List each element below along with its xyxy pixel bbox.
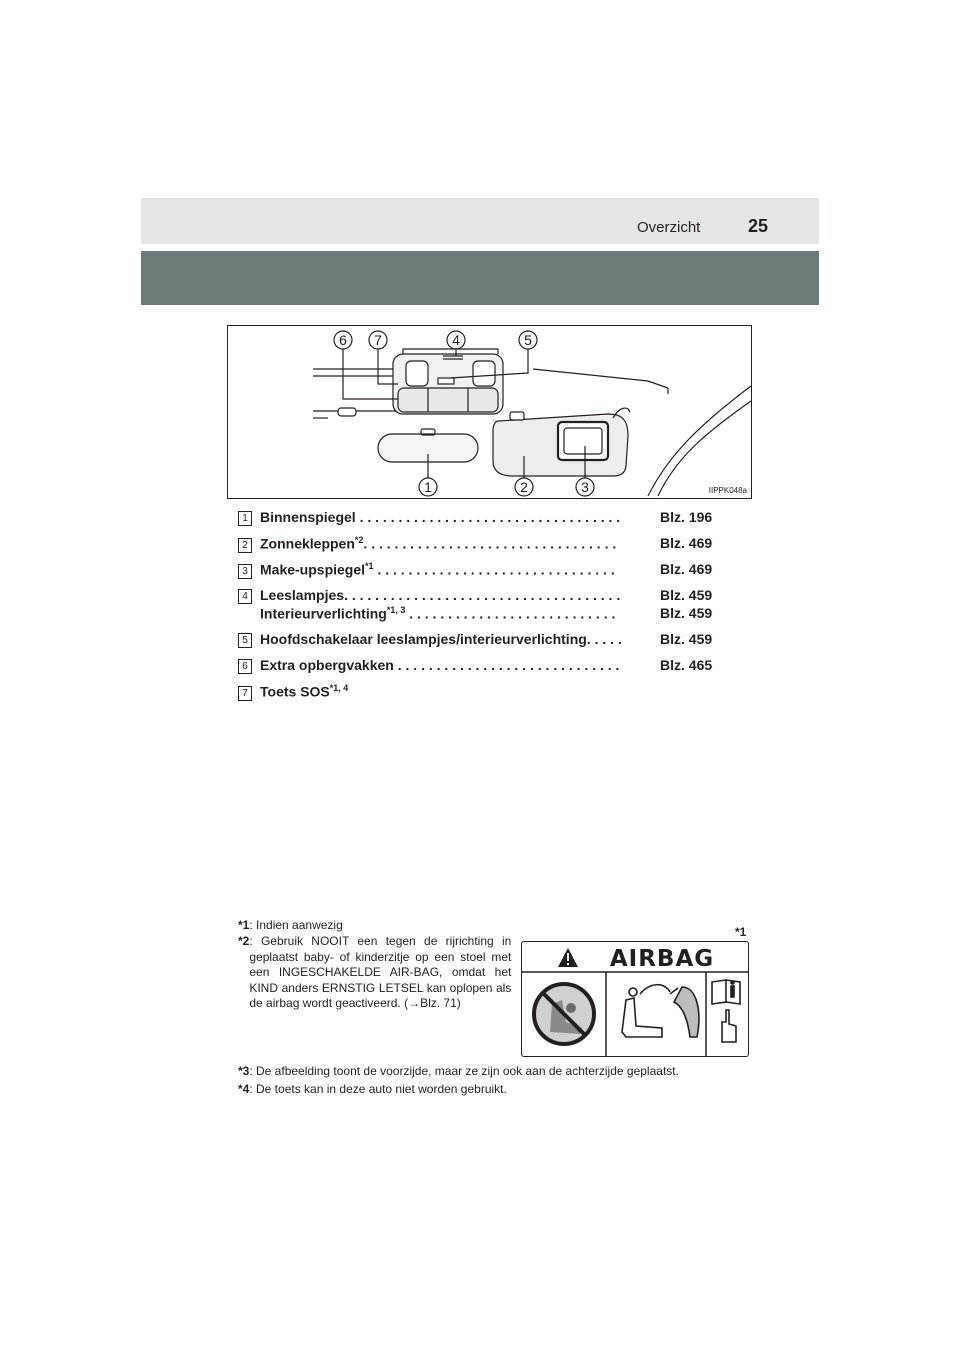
item-page-ref: Blz. 459: [660, 605, 713, 621]
callout-5: 5: [524, 332, 532, 348]
airbag-deploy-icon: [622, 985, 699, 1037]
footnote-4: [238, 1082, 507, 1098]
manual-info-icon: [712, 980, 740, 1042]
section-band: [141, 251, 819, 305]
footnote-3-mark: *3: [238, 1064, 250, 1078]
item-page-ref: Blz. 465: [660, 657, 713, 673]
item-leader-dots: . . . . . . . . . . . . . . . . . . . . . . . . . . .: [405, 605, 616, 622]
airbag-warning-label: [521, 941, 749, 1057]
callout-3: 3: [581, 479, 589, 495]
footnote-1-mark: *1: [238, 918, 250, 932]
no-rear-facing-seat-icon: [534, 984, 594, 1044]
item-footnote-ref: *1: [365, 561, 374, 571]
item-label: Binnenspiegel . . . . . . . . . . . . . . . . . . . . . . . . . . . . . . . . . .: [260, 509, 621, 525]
item-page-ref: Blz. 459: [660, 587, 713, 603]
illustration-drawing: [228, 326, 751, 498]
figure-code: IIPPK048a: [708, 486, 747, 495]
item-row: [238, 587, 620, 604]
airbag-label-mark: *1: [735, 925, 747, 939]
item-label: Extra opbergvakken . . . . . . . . . . . . . . . . . . . . . . . . . . . . .: [260, 657, 620, 673]
item-number: 6: [238, 659, 252, 674]
footnote-1: [238, 918, 343, 934]
item-leader-dots: . . . . . . . . . . . . . . . . . . . . . . . . . . . . . . . . . . . .: [344, 587, 621, 603]
item-page-ref: Blz. 196: [660, 509, 713, 525]
callout-2: 2: [520, 479, 528, 495]
footnote-4-mark: *4: [238, 1082, 250, 1096]
footnote-3-text: : De afbeelding toont de voorzijde, maar ze zijn ook aan de achterzijde geplaatst.: [249, 1064, 679, 1078]
airbag-warning-graphic: [522, 942, 748, 1056]
item-page-ref: Blz. 469: [660, 535, 713, 551]
item-footnote-ref: *1, 3: [386, 605, 406, 615]
item-page-ref: Blz. 459: [660, 631, 713, 647]
header-bar: [141, 198, 819, 244]
footnote-4-text: : De toets kan in deze auto niet worden gebruikt.: [249, 1082, 507, 1096]
item-leader-dots: . . . . . . . . . . . . . . . . . . . . . . . . . . . . .: [393, 657, 620, 673]
callout-4: 4: [452, 332, 460, 348]
item-leader-dots: . . . . . . . . . . . . . . . . . . . . . . . . . . . . . . . . . .: [355, 509, 621, 525]
item-leader-dots: . . . . . . . . . . . . . . . . . . . . . . . . . . . . . . .: [373, 561, 615, 578]
section-title: Overzicht: [637, 219, 701, 236]
item-label: Zonnekleppen$^{*2}$. . . . . . . . . . . . . . . . . . . . . . . . . . . . . . . . .: [260, 535, 617, 552]
airbag-title: AIRBAG: [609, 946, 715, 972]
item-footnote-ref: *1, 4: [329, 683, 349, 693]
item-row: [238, 683, 348, 701]
item-page-ref: Blz. 469: [660, 561, 713, 577]
callout-1: 1: [424, 479, 432, 495]
item-number: 1: [238, 511, 252, 526]
item-row: [238, 631, 622, 648]
item-number: 3: [238, 564, 252, 579]
item-label: Toets SOS$^{*1, 4}$: [260, 683, 349, 700]
footnote-1-text: : Indien aanwezig: [249, 918, 343, 932]
overhead-illustration: [227, 325, 752, 499]
footnote-2-text: : Gebruik NOOIT een tegen de rijrichting in geplaatst baby- of kinderzitje op een stoel met een INGESCHAKELDE AIR-BAG, omdat het KIND anders ERNSTIG LETSEL kan oplopen als de airbag wordt geactiveerd. (→Blz. 71): [249, 934, 512, 1011]
item-number: 7: [238, 686, 252, 701]
item-row: [238, 535, 616, 553]
item-label: Leeslampjes. . . . . . . . . . . . . . . . . . . . . . . . . . . . . . . . . . . .: [260, 587, 621, 603]
item-row: [238, 657, 619, 674]
item-row: [238, 605, 615, 622]
item-leader-dots: . . . . .: [586, 631, 622, 647]
item-label: Make-upspiegel$^{*1}$ . . . . . . . . . . . . . . . . . . . . . . . . . . . . . . .: [260, 561, 615, 578]
item-number: 2: [238, 538, 252, 553]
item-leader-dots: . . . . . . . . . . . . . . . . . . . . . . . . . . . . . . . . .: [363, 535, 617, 552]
footnote-2: [238, 934, 511, 1012]
warning-triangle-icon: [558, 948, 578, 967]
item-label: Hoofdschakelaar leeslampjes/interieurverlichting. . . . .: [260, 631, 622, 647]
footnote-2-mark: *2: [238, 934, 250, 948]
item-row: [238, 561, 615, 579]
item-label: Interieurverlichting$^{*1, 3}$ . . . . . . . . . . . . . . . . . . . . . . . . . . .: [260, 605, 616, 622]
page-number: 25: [748, 216, 769, 236]
callout-6: 6: [339, 332, 347, 348]
callout-7: 7: [374, 332, 382, 348]
footnote-3: [238, 1064, 679, 1080]
item-row: [238, 509, 620, 526]
item-number: 5: [238, 633, 252, 648]
item-footnote-ref: *2: [354, 535, 364, 545]
item-number: 4: [238, 589, 252, 604]
